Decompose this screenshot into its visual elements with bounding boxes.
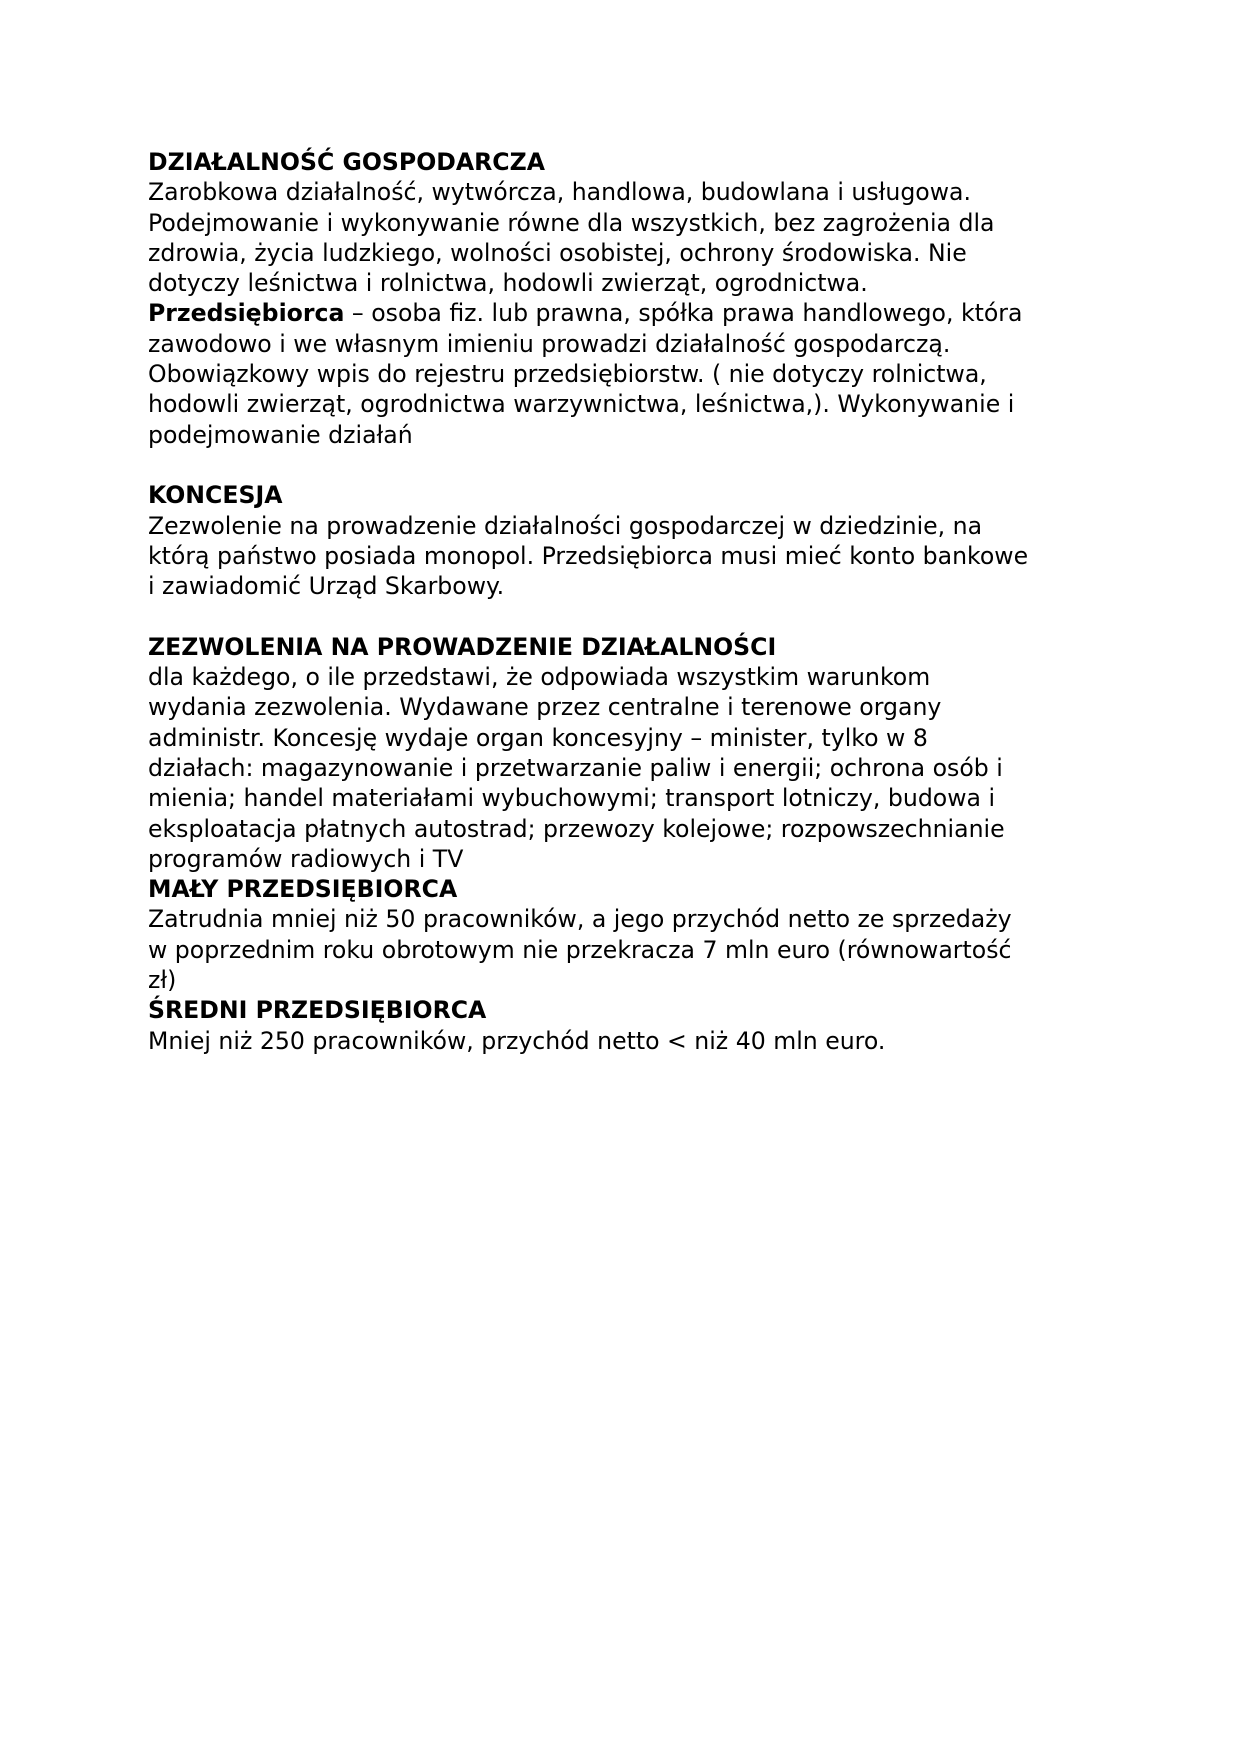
paragraph-line: Obowiązkowy wpis do rejestru przedsiębiorstw. ( nie dotyczy rolnictwa, <box>148 360 987 389</box>
paragraph-line: hodowli zwierząt, ogrodnictwa warzywnictwa, leśnictwa,). Wykonywanie i <box>148 390 1015 419</box>
paragraph-line: mienia; handel materiałami wybuchowymi; transport lotniczy, budowa i <box>148 784 996 813</box>
paragraph-line: zawodowo i we własnym imieniu prowadzi działalność gospodarczą. <box>148 329 951 358</box>
paragraph-line: dotyczy leśnictwa i rolnictwa, hodowli zwierząt, ogrodnictwa. <box>148 269 868 298</box>
section-heading: DZIAŁALNOŚĆ GOSPODARCZA <box>148 148 545 176</box>
paragraph-line: zł) <box>148 966 177 995</box>
definition-text: – osoba fiz. lub prawna, spółka prawa handlowego, która <box>344 299 1023 328</box>
section-maly-przedsiebiorca <box>148 874 1108 995</box>
defined-term: Przedsiębiorca <box>148 299 345 328</box>
section-dzialalnosc <box>148 147 1108 450</box>
section-sredni-przedsiebiorca <box>148 995 1108 1056</box>
section-koncesja <box>148 480 1108 601</box>
paragraph-line: działach: magazynowanie i przetwarzanie paliw i energii; ochrona osób i <box>148 753 1003 782</box>
paragraph-line: Podejmowanie i wykonywanie równe dla wszystkich, bez zagrożenia dla <box>148 208 995 237</box>
spacer <box>148 450 1108 480</box>
definition-line <box>148 298 1108 328</box>
document-body <box>148 147 1108 1056</box>
paragraph-line: i zawiadomić Urząd Skarbowy. <box>148 572 505 601</box>
section-heading: KONCESJA <box>148 481 283 510</box>
spacer <box>148 601 1108 631</box>
paragraph-line: w poprzednim roku obrotowym nie przekracza 7 mln euro (równowartość <box>148 935 1012 964</box>
section-heading: MAŁY PRZEDSIĘBIORCA <box>148 875 458 904</box>
section-heading: ŚREDNI PRZEDSIĘBIORCA <box>148 996 487 1025</box>
paragraph-line: Zezwolenie na prowadzenie działalności gospodarczej w dziedzinie, na <box>148 511 983 540</box>
paragraph-line: którą państwo posiada monopol. Przedsiębiorca musi mieć konto bankowe <box>148 541 1029 570</box>
paragraph-line: wydania zezwolenia. Wydawane przez centralne i terenowe organy <box>148 693 942 722</box>
paragraph-line: podejmowanie działań <box>148 420 413 449</box>
paragraph-line: programów radiowych i TV <box>148 844 464 873</box>
paragraph-line: administr. Koncesję wydaje organ koncesyjny – minister, tylko w 8 <box>148 723 928 752</box>
paragraph-line: zdrowia, życia ludzkiego, wolności osobistej, ochrony środowiska. Nie <box>148 238 967 267</box>
paragraph-line: Mniej niż 250 pracowników, przychód netto < niż 40 mln euro. <box>148 1026 886 1055</box>
paragraph-line: Zarobkowa działalność, wytwórcza, handlowa, budowlana i usługowa. <box>148 178 971 207</box>
section-heading: ZEZWOLENIA NA PROWADZENIE DZIAŁALNOŚCI <box>148 632 777 661</box>
paragraph-line: eksploatacja płatnych autostrad; przewozy kolejowe; rozpowszechnianie <box>148 814 1005 843</box>
section-zezwolenia <box>148 632 1108 874</box>
paragraph-line: dla każdego, o ile przedstawi, że odpowiada wszystkim warunkom <box>148 663 931 692</box>
paragraph-line: Zatrudnia mniej niż 50 pracowników, a jego przychód netto ze sprzedaży <box>148 905 1012 934</box>
